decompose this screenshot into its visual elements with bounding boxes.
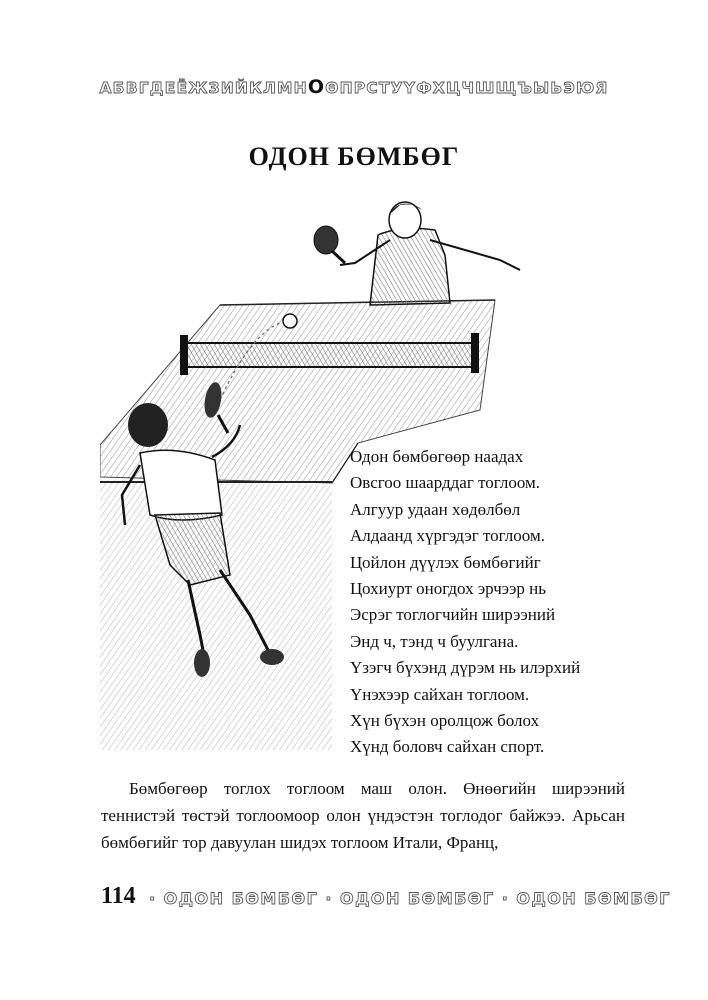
alphabet-highlighted-letter: О (307, 76, 326, 98)
poem-line: Эсрэг тоглогчийн ширээний (350, 605, 556, 625)
far-player (314, 202, 520, 305)
poem-line: Цохиурт оногдох эрчээр нь (350, 579, 546, 599)
poem-line: Үзэгч бүхэнд дүрэм нь илэрхий (350, 658, 581, 678)
page-title: ОДОН БӨМБӨГ (248, 142, 460, 171)
poem-line: Алгуур удаан хөдөлбөл (350, 499, 521, 519)
poem-line: Алдаанд хүргэдэг тоглоом. (350, 526, 545, 546)
page-footer (101, 883, 671, 917)
running-title: · ОДОН БӨМБӨГ · ОДОН БӨМБӨГ · ОДОН БӨМБӨГ (149, 889, 671, 908)
alphabet-header (0, 76, 708, 98)
body-text (101, 775, 625, 856)
alphabet-letters-before: АБВГДЕЁЖЗИЙКЛМН (99, 79, 308, 97)
poem-line: Овсгоо шаарддаг тоглоом. (350, 473, 541, 493)
page-number: 114 (101, 883, 136, 909)
alphabet-letters-after: ӨПРСТУҮФХЦЧШЩЪЫЬЭЮЯ (325, 79, 609, 97)
poem-line: Одон бөмбөгөөр наадах (350, 447, 524, 466)
poem-line: Хүнд боловч сайхан спорт. (350, 737, 545, 757)
poem-line: Үнэхээр сайхан тоглоом. (350, 684, 530, 704)
poem-line: Хүн бүхэн оролцож болох (350, 711, 540, 731)
poem-line: Цойлон дүүлэх бөмбөгийг (350, 552, 541, 572)
ping-pong-ball (283, 314, 297, 328)
poem (350, 444, 650, 761)
paragraph: Бөмбөгөөр тоглох тоглоом маш олон. Өнөөгийн ширээний теннистэй төстэй тоглоомоор олон үндэстэн тоглодог байжээ. Арьсан бөмбөгийг тор давуулан шидэх тоглоом Итали, Франц, (101, 779, 625, 852)
poem-line: Энд ч, тэнд ч буулгана. (350, 631, 519, 651)
